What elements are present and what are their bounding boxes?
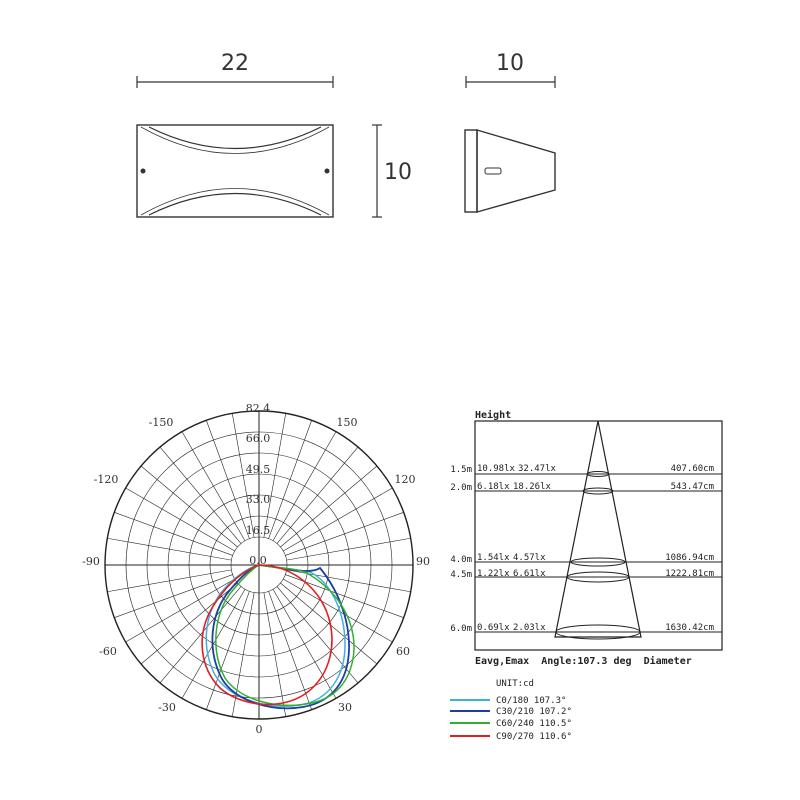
angle-label-n120: -120 [93,473,119,486]
front-view-drawing [137,51,412,217]
row-diameter: 1222.81cm [665,569,714,579]
legend-c60-label: C60/240 110.5° [496,719,572,729]
angle-label-150: 150 [336,416,358,429]
angle-label-n150: -150 [148,416,174,429]
row-diameter: 407.60cm [670,464,714,474]
radial-label-49: 49.5 [245,463,271,476]
radial-label-82: 82.4 [245,402,271,415]
polar-spoke [114,575,232,618]
row-diameter: 543.47cm [670,482,714,492]
front-width-label: 22 [221,51,249,76]
angle-label-30: 30 [338,701,352,714]
angle-label-120: 120 [394,473,416,486]
polar-spoke [141,583,238,664]
row-height: 6.0m [450,624,472,634]
side-view-drawing [465,51,555,212]
polar-spoke [160,586,241,683]
polar-spoke [280,583,377,664]
screw-hole-left [141,169,146,174]
angle-label-60: 60 [396,645,410,658]
radial-label-66: 66.0 [245,432,271,445]
angle-label-90: 90 [416,555,430,568]
illuminance-title: Height [475,410,512,421]
polar-spoke [269,591,312,709]
curve-legend [450,679,572,742]
side-depth-label: 10 [496,51,524,76]
row-eavg: 10.98lx [477,464,515,474]
polar-spoke [285,512,403,555]
polar-spoke [114,512,232,555]
illuminance-footer: Eavg,Emax Angle:107.3 deg Diameter [475,656,692,667]
row-eavg: 6.18lx [477,482,510,492]
angle-label-0: 0 [255,723,263,736]
angle-label-n60: -60 [99,645,117,658]
row-diameter: 1086.94cm [665,553,714,563]
screw-hole-right [325,169,330,174]
illuminance-table [450,409,722,667]
distribution-curves [202,565,354,708]
row-emax: 18.26lx [513,482,551,492]
legend-c0-label: C0/180 107.3° [496,696,567,706]
row-emax: 32.47lx [518,464,556,474]
row-emax: 4.57lx [513,553,546,563]
radial-label-33: 33.0 [245,493,271,506]
row-height: 4.0m [450,555,472,565]
polar-spoke [273,589,336,698]
polar-spoke [283,488,392,551]
angle-label-n90: -90 [82,555,100,568]
unit-label: UNIT:cd [496,679,534,689]
polar-spoke [160,447,241,544]
row-height: 4.5m [450,570,472,580]
row-eavg: 1.54lx [477,553,510,563]
polar-radial-labels [246,402,271,567]
polar-spoke [277,447,358,544]
row-height: 2.0m [450,483,472,493]
beam-cone [555,421,641,637]
polar-spoke [269,420,312,538]
radial-label-16: 16.5 [245,524,271,537]
row-eavg: 1.22lx [477,569,510,579]
legend-c30-label: C30/210 107.2° [496,707,572,717]
polar-spoke [280,466,377,547]
polar-spoke [126,488,235,551]
polar-spoke [283,579,392,642]
row-diameter: 1630.42cm [665,623,714,633]
row-eavg: 0.69lx [477,623,510,633]
radial-label-0: 0.0 [249,554,267,567]
row-emax: 2.03lx [513,623,546,633]
legend-c90-label: C90/270 110.6° [496,732,572,742]
polar-spoke [273,432,336,541]
angle-label-n30: -30 [158,701,176,714]
polar-spoke [141,466,238,547]
row-emax: 6.61lx [513,569,546,579]
polar-spoke [206,420,249,538]
polar-spoke [182,432,245,541]
row-height: 1.5m [450,465,472,475]
front-height-label: 10 [384,160,412,185]
